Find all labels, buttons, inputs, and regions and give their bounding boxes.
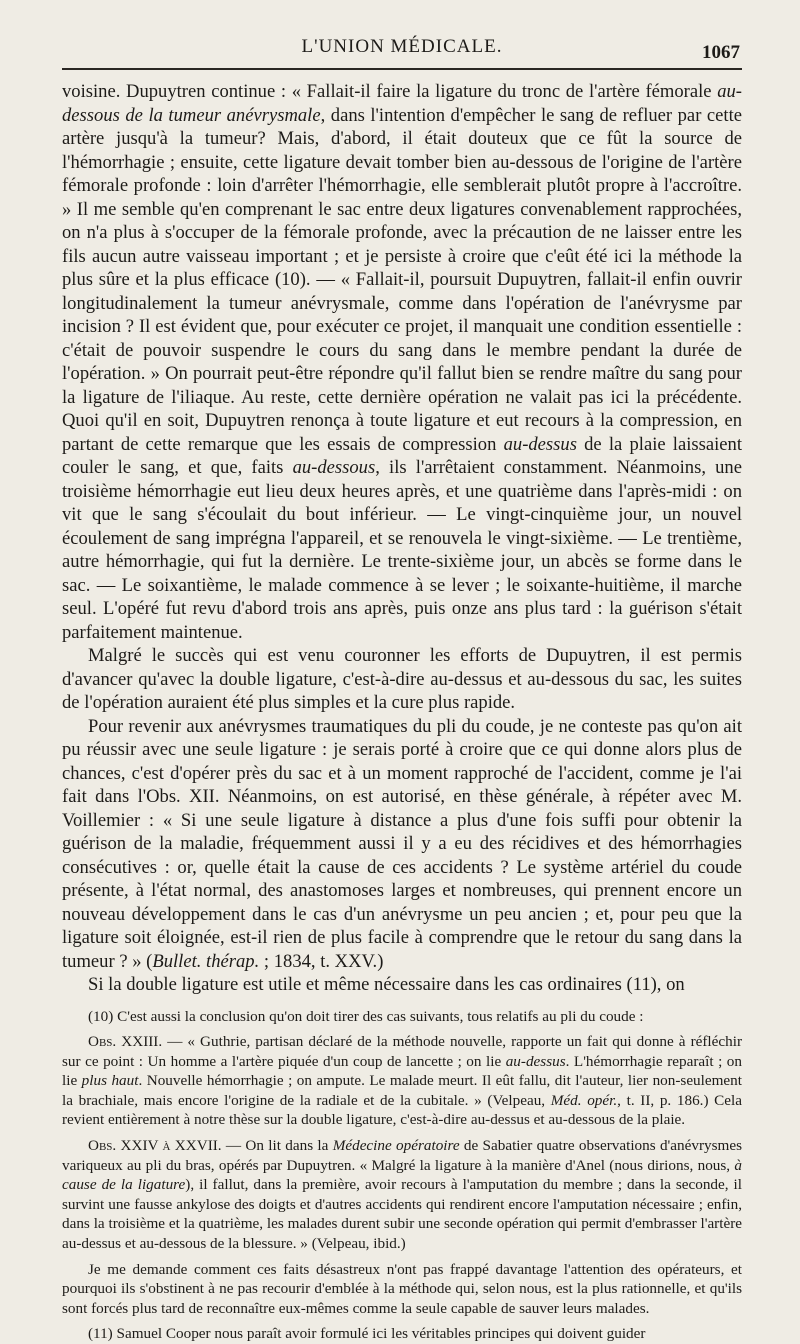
running-title: L'UNION MÉDICALE. (62, 36, 742, 58)
italic-run: Médecine opératoire (333, 1137, 460, 1154)
italic-run: au-dessous de la tumeur anévrysmale (62, 81, 742, 126)
italic-run: au-dessus (504, 434, 577, 455)
text-run: Je me demande comment ces faits désastreux n'ont pas frappé davantage l'attention des opérateurs, et pourquoi ils s'obstinent à ne pas recourir d'emblée à la méthode qui, selon nous, est la plus rationnelle, et qu'ils sont forcés plus tard de reconnaître eux-mêmes comme la seule capable de sauver leurs malades. (62, 1261, 742, 1317)
text-run: (10) C'est aussi la conclusion qu'on doit tirer des cas suivants, tous relatifs au pli du coude : (88, 1008, 644, 1025)
paragraph (62, 644, 742, 715)
text-run: voisine. Dupuytren continue : « Fallait-il faire la ligature du tronc de l'artère fémorale (62, 81, 717, 102)
text-run: , dans l'intention d'empêcher le sang de refluer par cette artère jusqu'à la tumeur? Mais, d'abord, il était douteux que ce fût la source de l'hémorrhagie ; ensuite, cette ligature devait tomber bien au-dessous de l'origine de l'artère fémorale profonde : loin d'arrêter l'hémorrhagie, elle semblerait plutôt propre à l'accroître. » Il me semble qu'en comprenant le sac entre deux ligatures convenablement rapprochées, on n'a plus à s'occuper de la fémorale profonde, avec la précaution de ne laisser entre les fils aucun autre vaisseau important ; et je persiste à croire que c'eût été ici la méthode la plus sûre et la plus efficace (10). — « Fallait-il, poursuit Dupuytren, fallait-il enfin ouvrir longitudinalement la tumeur anévrysmale, comme dans l'opération de l'anévrysme par incision ? Il est évident que, pour exécuter ce projet, il manquait une condition essentielle : c'était de pouvoir suspendre le cours du sang dans le membre pendant la durée de l'opération. » On pourrait peut-être répondre qu'il fallut bien se rendre maître du sang pour la ligature de l'iliaque. Au reste, cette dernière opération ne valait pas ici la précédente. Quoi qu'il en soit, Dupuytren renonça à toute ligature et eut recours à la compression, en partant de cette remarque que les essais de compression (62, 105, 742, 455)
footnote-commentary (62, 1260, 742, 1319)
paragraph (62, 715, 742, 974)
header-rule (62, 68, 742, 70)
italic-run: Méd. opér. (551, 1092, 617, 1109)
italic-run: au-dessus (506, 1053, 566, 1070)
footnote-obs-xxiv-xxvii (62, 1136, 742, 1254)
text-run: (11) Samuel Cooper nous paraît avoir formulé ici les véritables principes qui doivent guider (88, 1325, 645, 1342)
observation-label: Obs. XXIV à XXVII. (88, 1137, 222, 1154)
observation-label: Obs. XXIII. (88, 1033, 162, 1050)
text-run: Malgré le succès qui est venu couronner les efforts de Dupuytren, il est permis d'avancer qu'avec la double ligature, c'est-à-dire au-dessus et au-dessous du sac, les suites de l'opération auraient été plus simples et la cure plus rapide. (62, 645, 742, 713)
footnote-obs-xxiii (62, 1032, 742, 1130)
text-run: — On lit dans la (222, 1137, 333, 1154)
main-text (62, 80, 742, 997)
italic-run: Bullet. thérap. (152, 951, 259, 972)
text-run: ), il fallut, dans la première, avoir recours à l'amputation du membre ; dans la seconde, il survint une fausse ankylose des doigts et d'autres accidents qui rendirent encore l'amputation nécessaire ; enfin, dans la troisième et la quatrième, les malades durent subir une seconde opération qui permit d'embrasser l'artère au-dessus et au-dessous de la blessure. » (Velpeau, ibid.) (62, 1176, 742, 1252)
text-run: Pour revenir aux anévrysmes traumatiques du pli du coude, je ne conteste pas qu'on ait pu réussir avec une seule ligature : je serais porté à croire que ce qui donne alors plus de chances, c'est d'opérer près du sac et à un moment rapproché de l'accident, comme je l'ai fait dans l'Obs. XII. Néanmoins, on est autorisé, en thèse générale, à répéter avec M. Voillemier : « Si une seule ligature à distance a plus d'une fois suffi pour obtenir la guérison de la maladie, fréquemment aussi il y a eu des récidives et des hémorrhagies consécutives : or, quelle était la cause de ces accidents ? Le système artériel du coude présente, à l'état normal, des anastomoses larges et nombreuses, qui prennent encore un nouveau développement dans le cas d'un anévrysme un peu ancien ; et, pour peu que la ligature soit éloignée, est-il rien de plus facile à comprendre que le retour du sang dans la tumeur ? » ( (62, 716, 742, 972)
italic-run: plus haut (82, 1072, 139, 1089)
text-run: , ils l'arrêtaient constamment. Néanmoins, une troisième hémorrhagie eut lieu deux heures après, et une quatrième dans l'après-midi : on vit que le sang s'écoulait du bout inférieur. — Le vingt-cinquième jour, un nouvel écoulement de sang imprégna l'appareil, et se renouvela le vingt-sixième. — Le trentième, autre hémorrhagie, qui fut la dernière. Le trente-sixième jour, un abcès se forme dans le sac. — Le soixantième, le malade commence à se lever ; le soixante-huitième, il marche seul. L'opéré fut revu d'abord trois ans après, puis onze ans plus tard : la guérison s'était parfaitement maintenue. (62, 457, 742, 643)
footnotes (62, 1007, 742, 1344)
text-run: . L'hémorrhagie reparaît ; on lie (62, 1053, 742, 1090)
italic-run: au-dessous (293, 457, 376, 478)
page-number: 1067 (702, 42, 740, 64)
text-run: Si la double ligature est utile et même nécessaire dans les cas ordinaires (11), on (88, 974, 685, 995)
text-run: de la plaie laissaient couler le sang, et que, faits (62, 434, 742, 479)
italic-run: à cause de la ligature (62, 1157, 742, 1194)
text-run: ; 1834, t. XXV.) (259, 951, 383, 972)
text-run: — « Guthrie, partisan déclaré de la méthode nouvelle, rapporte un fait qui donne à réfléchir sur ce point : Un homme a l'artère piquée d'un coup de lancette ; on lie (62, 1033, 742, 1070)
paragraph (62, 80, 742, 644)
text-run: de Sabatier quatre observations d'anévrysmes variqueux au pli du bras, opérés par Dupuytren. « Malgré la ligature à la manière d'Anel (nous dirions, nous, (62, 1137, 742, 1174)
page-header (62, 30, 742, 64)
text-run: . Nouvelle hémorrhagie ; on ampute. Le malade meurt. Il eût fallu, dit l'auteur, lier non-seulement la brachiale, mais encore l'origine de la radiale et de la cubitale. » (Velpeau, (62, 1072, 742, 1109)
paragraph (62, 973, 742, 997)
text-run: , t. II, p. 186.) Cela revient entièrement à notre thèse sur la double ligature, c'est-à-dire au-dessus et au-dessous de la plaie. (62, 1092, 742, 1129)
footnote-11 (62, 1324, 742, 1344)
footnote-10 (62, 1007, 742, 1027)
